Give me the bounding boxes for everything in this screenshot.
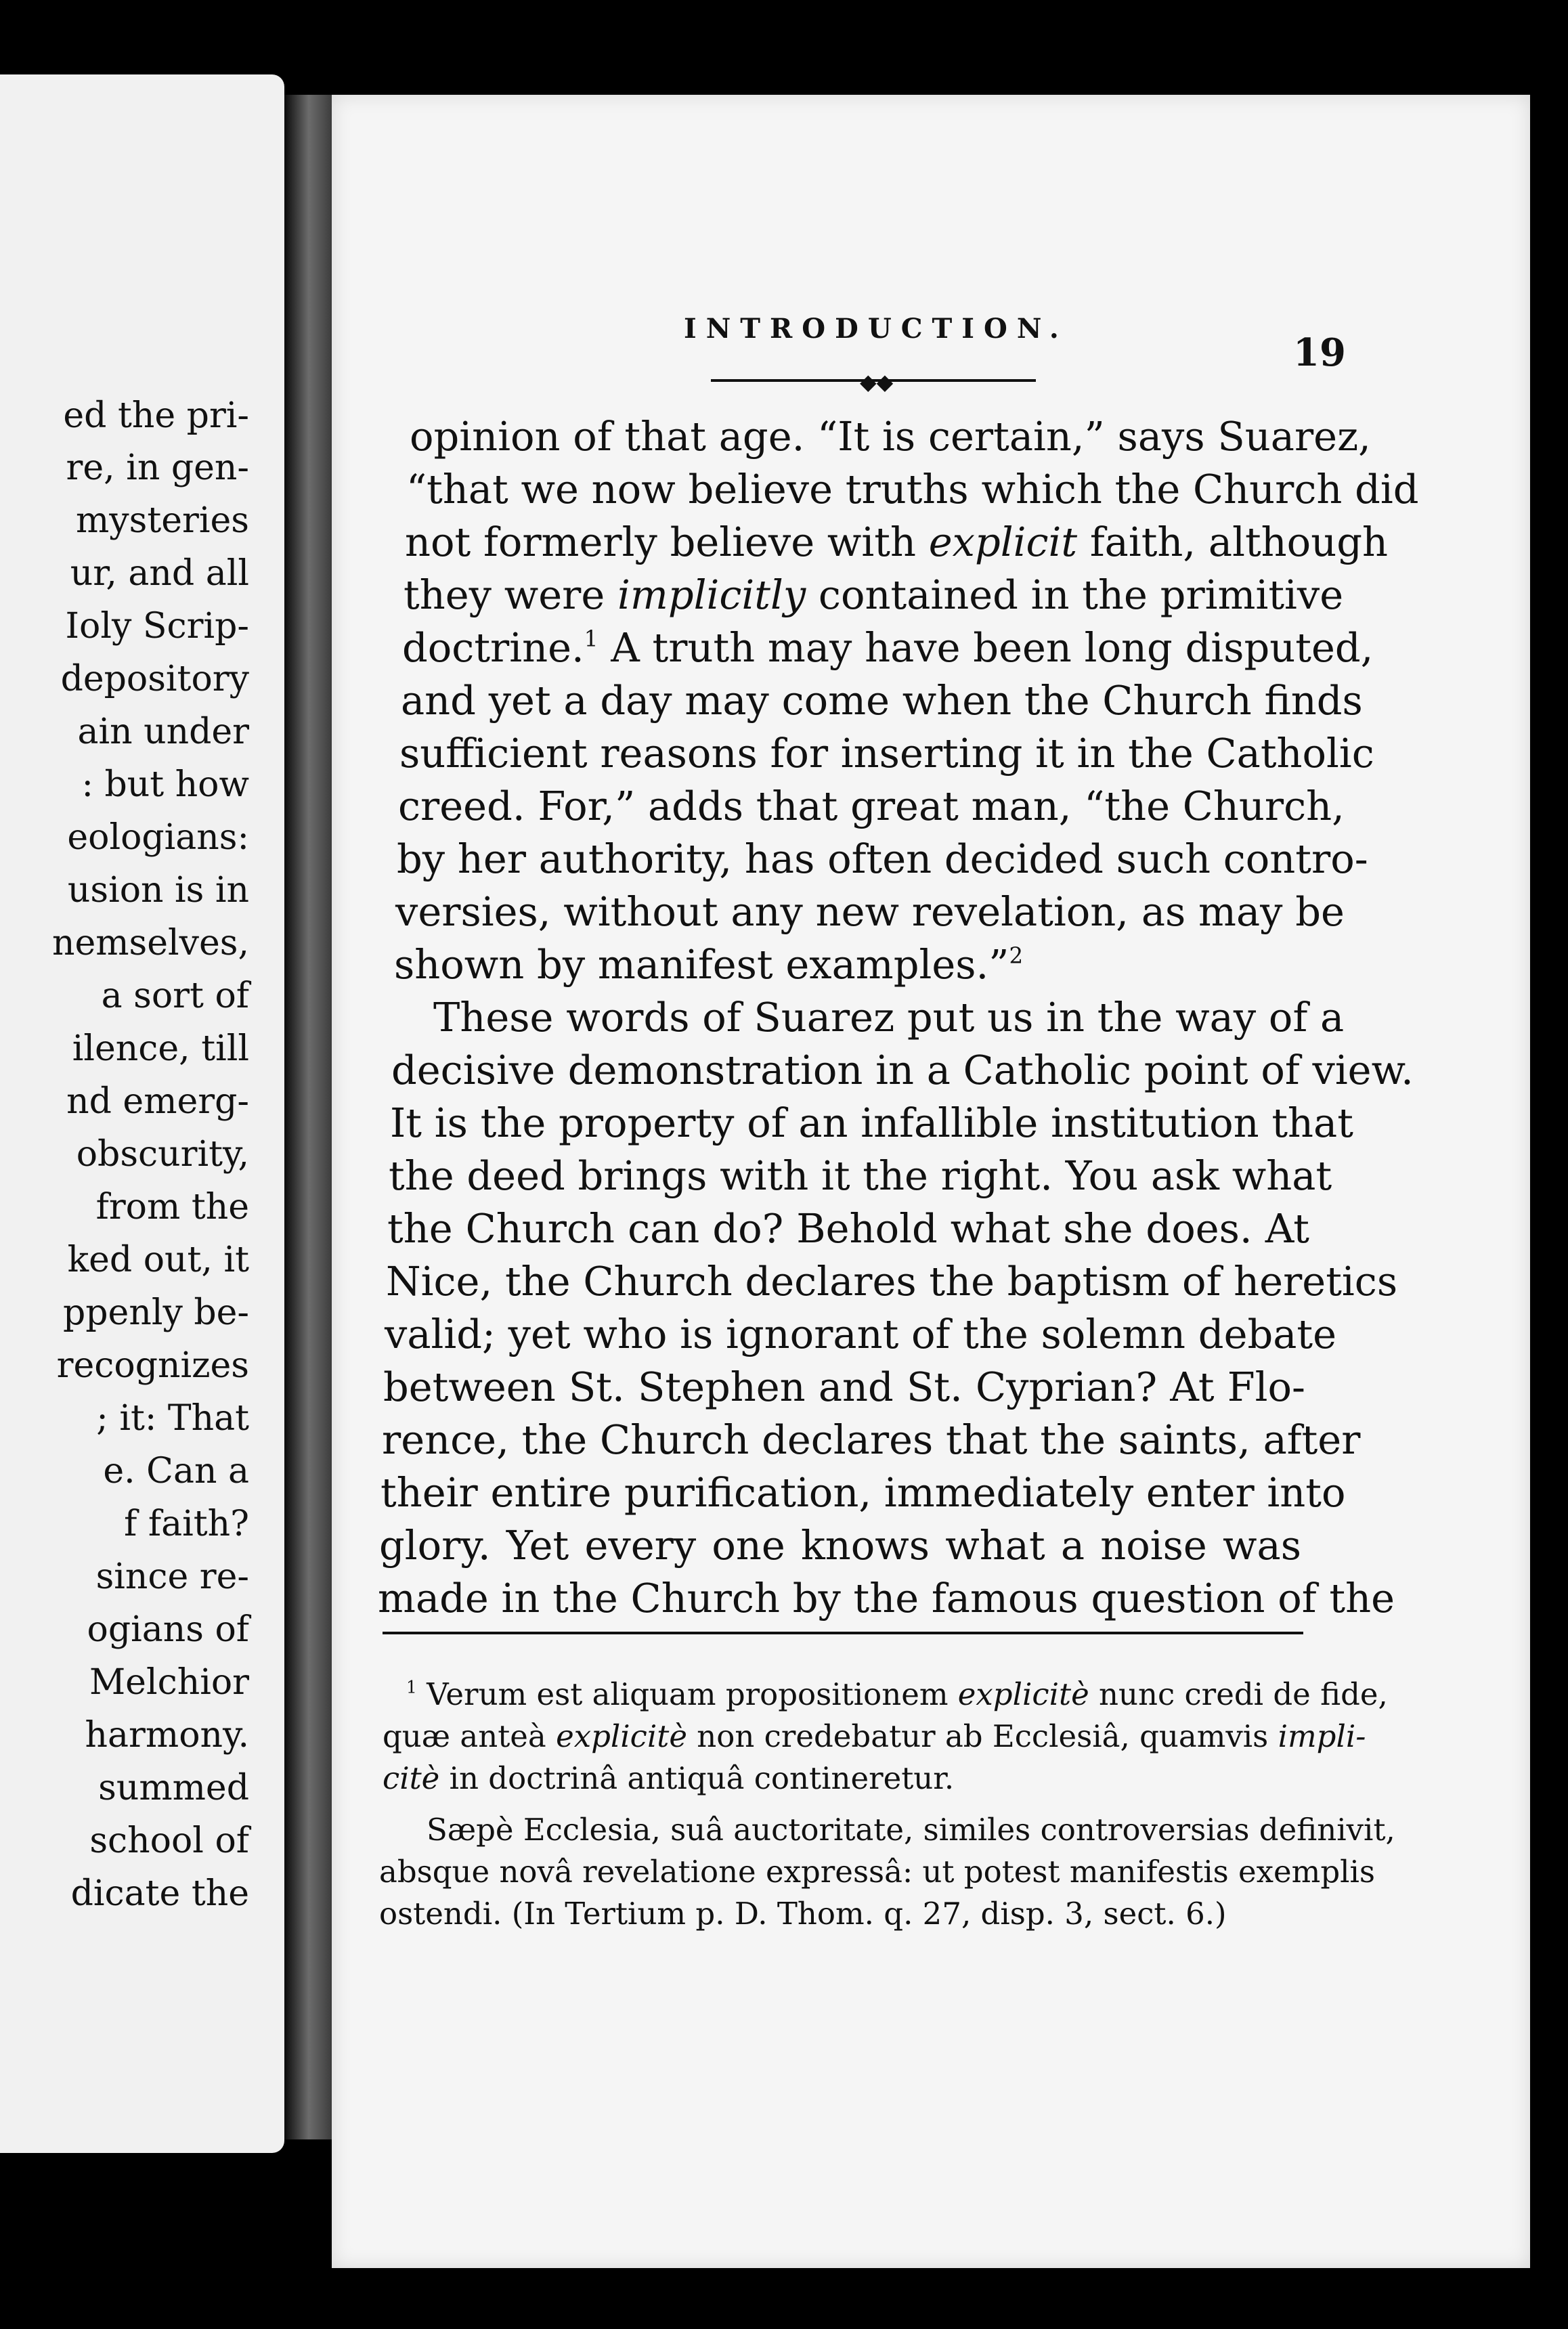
left-page-line: e. Can a xyxy=(103,1451,249,1492)
body-line: not formerly believe with explicit faith, although xyxy=(405,519,1388,565)
footnote-ref: 2 xyxy=(1009,942,1024,969)
left-page-line: ur, and all xyxy=(70,553,249,594)
left-page-line: eologians: xyxy=(67,817,249,858)
italic-term: implicitly xyxy=(617,571,806,618)
left-page-line: Ioly Scrip- xyxy=(65,606,249,647)
footnote-line: Sæpè Ecclesia, suâ auctoritate, similes controversias definivit, xyxy=(427,1812,1395,1848)
italic-term: explicit xyxy=(928,519,1078,565)
body-line: decisive demonstration in a Catholic point of view. xyxy=(391,1047,1414,1093)
header-rule-ornament: ◆◆ xyxy=(860,369,894,395)
body-line: they were implicitly contained in the primitive xyxy=(404,571,1344,618)
left-page-line: ; it: That xyxy=(96,1398,249,1439)
left-page-line: usion is in xyxy=(67,870,249,911)
body-line: opinion of that age. “It is certain,” says Suarez, xyxy=(410,413,1371,460)
left-page-line: f faith? xyxy=(124,1504,249,1544)
left-page-line: harmony. xyxy=(85,1715,249,1756)
left-page-line: school of xyxy=(89,1821,249,1861)
left-page-line: a sort of xyxy=(101,976,249,1016)
left-page-line: Melchior xyxy=(89,1662,249,1703)
left-page-line: depository xyxy=(60,659,249,699)
left-page-line: obscurity, xyxy=(76,1134,249,1175)
footnote-line: citè in doctrinâ antiquâ contineretur. xyxy=(383,1760,955,1796)
footnote-line: $^1$ Verum est aliquam propositionem explicitè nunc credi de fide, xyxy=(406,1676,1388,1712)
body-line: their entire purification, immediately enter into xyxy=(380,1469,1346,1516)
footnote-marker: 1 xyxy=(406,1677,417,1697)
body-line: It is the property of an infallible institution that xyxy=(390,1100,1353,1146)
left-page-line: ked out, it xyxy=(67,1240,249,1280)
left-page-line: ain under xyxy=(77,712,249,752)
body-line: These words of Suarez put us in the way of a xyxy=(433,994,1345,1041)
left-page-line: since re- xyxy=(95,1557,249,1597)
body-line: by her authority, has often decided such contro- xyxy=(397,835,1368,882)
body-line: the Church can do? Behold what she does. At xyxy=(387,1205,1309,1252)
footnote-rule xyxy=(383,1632,1303,1634)
body-line: and yet a day may come when the Church finds xyxy=(401,677,1363,724)
footnote-line: quæ anteà explicitè non credebatur ab Ecclesiâ, quamvis impli- xyxy=(383,1718,1366,1754)
running-header: INTRODUCTION. xyxy=(684,313,1068,345)
page-number: 19 xyxy=(1293,330,1346,375)
left-page-line: nemselves, xyxy=(51,923,249,963)
body-line: Nice, the Church declares the baptism of heretics xyxy=(386,1258,1398,1305)
left-page-fragment xyxy=(0,74,284,2153)
body-line: “that we now believe truths which the Church did xyxy=(406,466,1419,513)
left-page-line: nd emerg- xyxy=(66,1081,249,1122)
left-page-line: summed xyxy=(98,1768,249,1808)
left-page-line: recognizes xyxy=(56,1345,249,1386)
body-line: valid; yet who is ignorant of the solemn debate xyxy=(385,1311,1337,1357)
body-line: glory. Yet every one knows what a noise was xyxy=(379,1522,1301,1569)
body-line: shown by manifest examples.”$^2$ xyxy=(394,941,1024,988)
body-line: doctrine.$^1$ A truth may have been long disputed, xyxy=(402,624,1374,671)
footnote-ref: 1 xyxy=(584,626,598,652)
body-line: sufficient reasons for inserting it in the Catholic xyxy=(399,730,1374,777)
footnote-line: ostendi. (In Tertium p. D. Thom. q. 27, disp. 3, sect. 6.) xyxy=(379,1896,1227,1932)
body-line: rence, the Church declares that the saints, after xyxy=(382,1416,1361,1463)
left-page-line: ilence, till xyxy=(72,1028,249,1069)
left-page-line: mysteries xyxy=(76,500,249,541)
body-line: the deed brings with it the right. You ask what xyxy=(389,1152,1332,1199)
left-page-line: ogians of xyxy=(87,1609,249,1650)
footnote-line: absque novâ revelatione expressâ: ut potest manifestis exemplis xyxy=(379,1854,1376,1890)
body-line: creed. For,” adds that great man, “the Church, xyxy=(398,783,1345,829)
left-page-line: from the xyxy=(95,1187,249,1227)
left-page-line: re, in gen- xyxy=(66,448,249,488)
body-line: between St. Stephen and St. Cyprian? At Flo- xyxy=(383,1364,1305,1410)
left-page-line: : but how xyxy=(81,764,249,805)
body-line: made in the Church by the famous question of the xyxy=(378,1575,1395,1621)
body-line: versies, without any new revelation, as may be xyxy=(395,888,1345,935)
left-page-line: ed the pri- xyxy=(63,395,249,436)
left-page-line: ppenly be- xyxy=(62,1292,249,1333)
left-page-line: dicate the xyxy=(70,1873,249,1914)
